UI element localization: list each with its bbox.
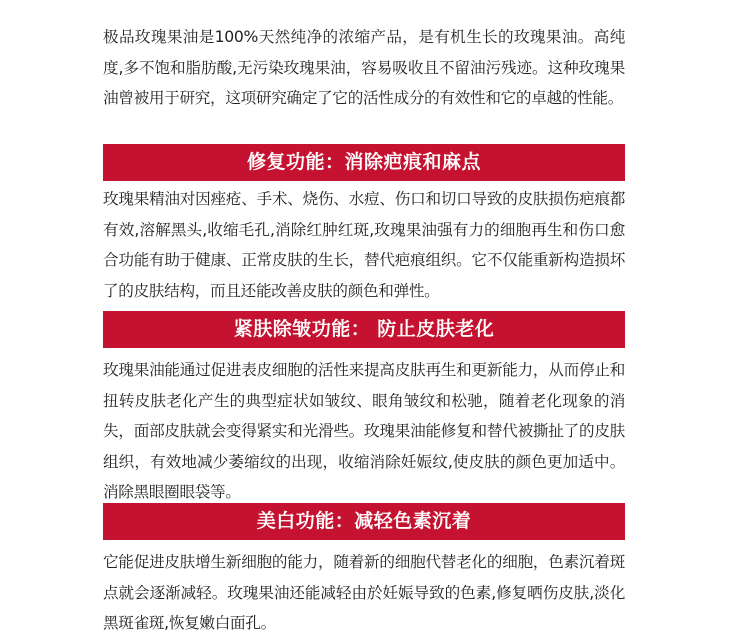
section-header-whitening: 美白功能：减轻色素沉着 (103, 503, 625, 540)
intro-paragraph: 极品玫瑰果油是100%天然纯净的浓缩产品，是有机生长的玫瑰果油。高纯度,多不饱和脂肪酸,无污染玫瑰果油，容易吸收且不留油污残迹。这种玫瑰果油曾被用于研究，这项研究确定了它的活性成分的有效性和它的卓越的性能。 (103, 28, 625, 107)
section-body-whitening: 它能促进皮肤增生新细胞的能力，随着新的细胞代替老化的细胞，色素沉着斑点就会逐渐减轻。玫瑰果油还能减轻由於妊娠导致的色素,修复晒伤皮肤,淡化黑斑雀斑,恢复嫩白面孔。 (103, 553, 625, 632)
section-body-firming: 玫瑰果油能通过促进表皮细胞的活性来提高皮肤再生和更新能力，从而停止和扭转皮肤老化产生的典型症状如皱纹、眼角皱纹和松驰，随着老化现象的消失，面部皮肤就会变得紧实和光滑些。玫瑰果油能修复和替代被撕扯了的皮肤组织，有效地减少萎缩纹的出现，收缩消除妊娠纹,使皮肤的颜色更加适中。消除黑眼圈眼袋等。 (103, 361, 625, 501)
section-header-firming: 紧肤除皱功能： 防止皮肤老化 (103, 311, 625, 348)
section-body-repair: 玫瑰果精油对因痤疮、手术、烧伤、水痘、伤口和切口导致的皮肤损伤疤痕都有效,溶解黑头,收缩毛孔,消除红肿红斑,玫瑰果油强有力的细胞再生和伤口愈合功能有助于健康、正常皮肤的生长，替代疤痕组织。它不仅能重新构造损坏了的皮肤结构，而且还能改善皮肤的颜色和弹性。 (103, 190, 625, 300)
section-header-repair: 修复功能：消除疤痕和麻点 (103, 144, 625, 181)
